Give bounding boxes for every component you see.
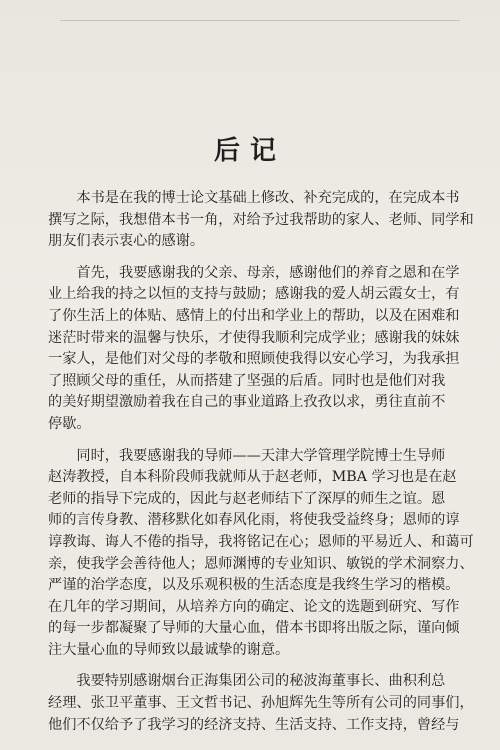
text-line: 本书是在我的博士论文基础上修改、补充完成的，在完成本书 [76, 190, 460, 206]
text-line: 师的言传身教、潜移默化如春风化雨，将使我受益终身；恩师的谆 [48, 512, 460, 529]
text-line: 撰写之际，我想借本书一角，对给予过我帮助的家人、老师、同学和 [48, 211, 474, 228]
paragraph [48, 671, 474, 736]
text-line: 在几年的学习期间，从培养方向的确定、论文的选题到研究、写作 [48, 598, 460, 615]
text-line: 赵涛教授，自本科阶段师我就师从于赵老师，MBA 学习也是在赵 [48, 469, 457, 486]
text-line: 了照顾父母的重任，从而搭建了坚强的后盾。同时也是他们对我 [48, 372, 446, 389]
text-line: 的美好期望激励着我在自己的事业道路上孜孜以求，勇往直前不 [48, 394, 446, 411]
text-line: 他们不仅给予了我学习的经济支持、生活支持、工作支持，曾经与 [48, 716, 460, 733]
text-line: 一家人，是他们对父母的孝敬和照顾使我得以安心学习，为我承担 [48, 351, 460, 368]
text-line: 严谨的治学态度，以及乐观积极的生活态度是我终生学习的楷模。 [48, 577, 460, 594]
text-line: 注大量心血的导师致以最诚挚的谢意。 [48, 641, 290, 658]
text-line: 首先，我要感谢我的父亲、母亲，感谢他们的养育之恩和在学 [76, 264, 460, 281]
paragraph [48, 188, 474, 253]
text-line: 了你生活上的体贴、感情上的付出和学业上的帮助，以及在困难和 [48, 307, 460, 324]
page-title: 后记 [213, 136, 286, 166]
bleed-through-rule [60, 20, 460, 21]
text-line: 亲，使我学会善待他人；恩师渊博的专业知识、敏锐的学术洞察力、 [48, 555, 474, 572]
paragraph [48, 446, 474, 662]
paragraph [48, 263, 468, 436]
afterword-body [48, 188, 474, 746]
text-line: 我要特别感谢烟台正海集团公司的秘波海董事长、曲积利总 [76, 673, 446, 690]
text-line: 谆教诲、诲人不倦的指导，我将铭记在心；恩师的平易近人、和蔼可 [48, 533, 474, 550]
text-line: 经理、张卫平董事、王文哲书记、孙旭辉先生等所有公司的同事们， [48, 695, 474, 712]
text-line: 停歇。 [48, 415, 91, 432]
text-line: 同时，我要感谢我的导师——天津大学管理学院博士生导师 [76, 447, 446, 464]
text-line: 迷茫时带来的温馨与快乐，才使得我顺利完成学业；感谢我的妹妹 [48, 329, 460, 346]
text-line: 老师的指导下完成的，因此与赵老师结下了深厚的师生之谊。恩 [48, 490, 446, 507]
text-line: 的每一步都凝聚了导师的大量心血，借本书即将出版之际，谨向倾 [48, 620, 460, 637]
text-line: 朋友们表示衷心的感谢。 [48, 233, 205, 250]
text-line: 业上给我的持之以恒的支持与鼓励；感谢我的爱人胡云霞女士，有 [48, 286, 460, 303]
